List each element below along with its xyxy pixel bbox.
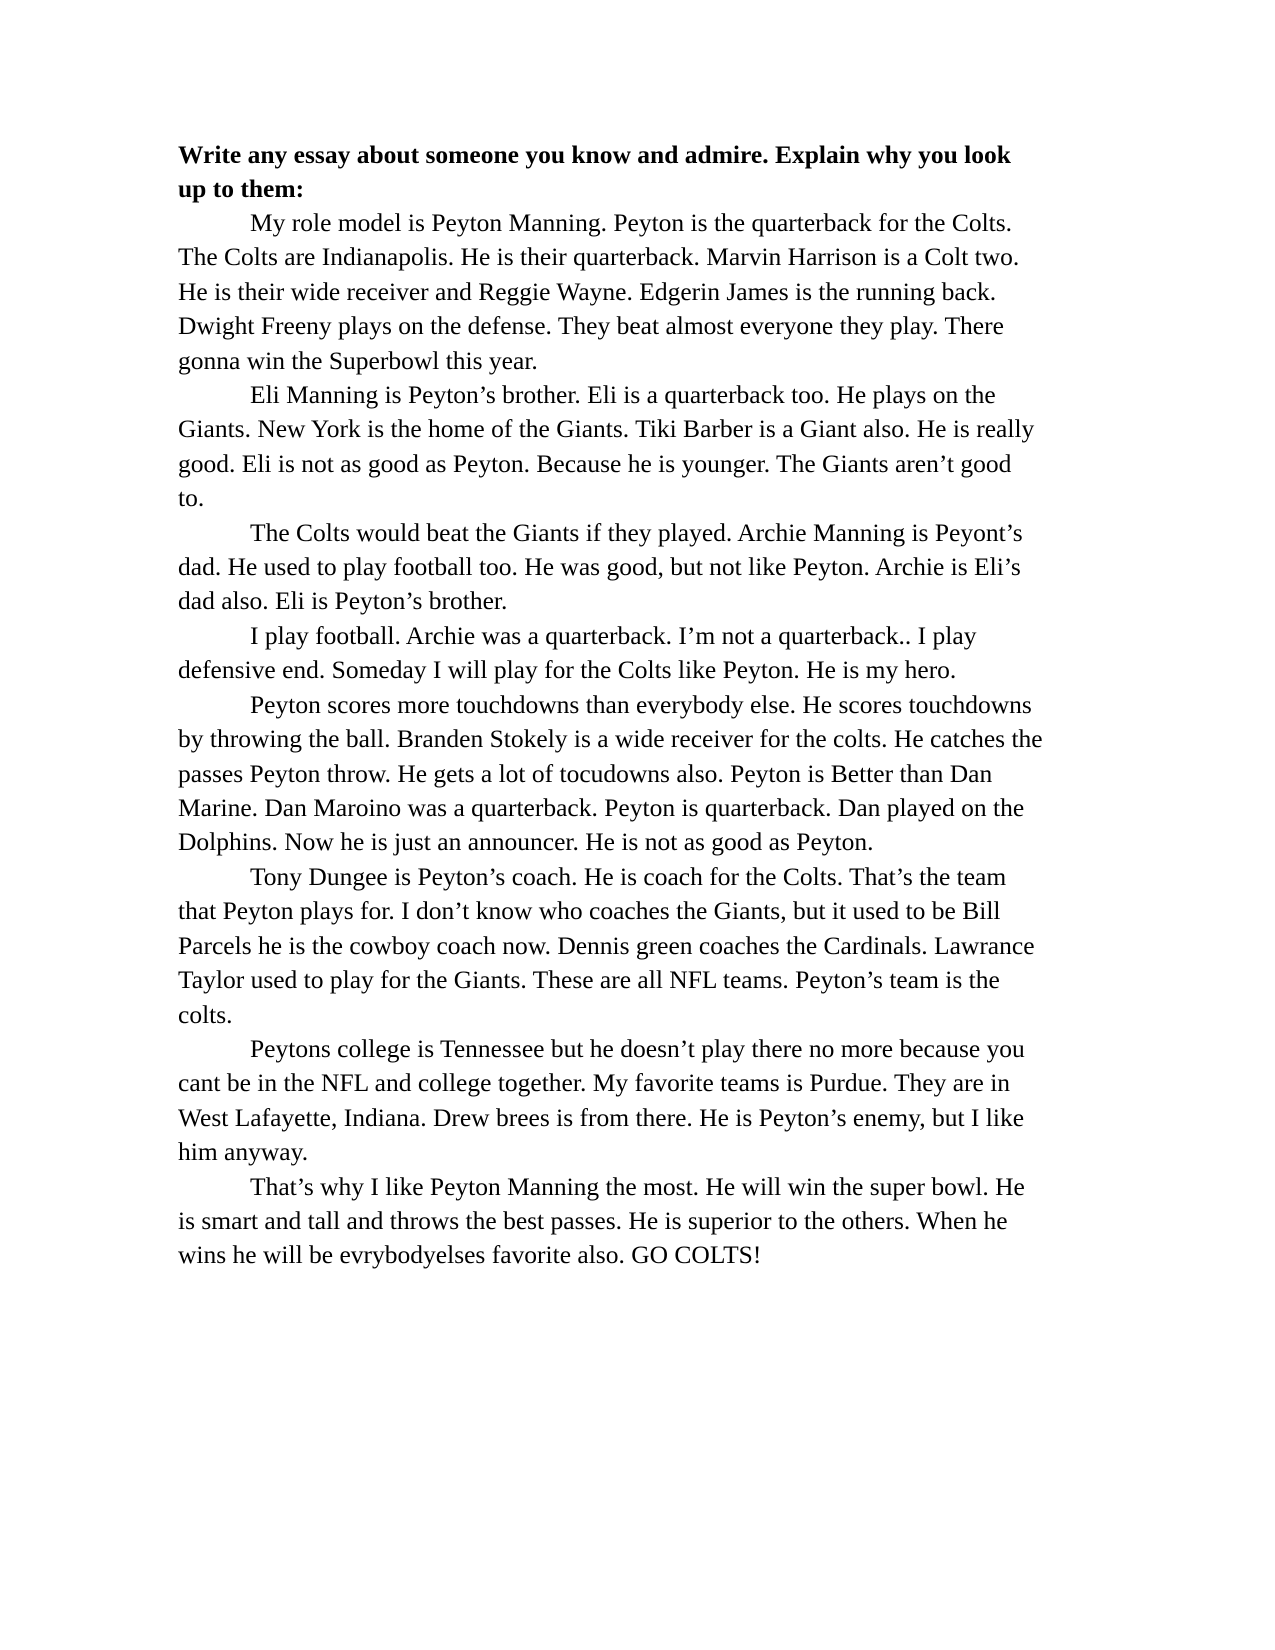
paragraph: Peytons college is Tennessee but he doesn’t play there no more because you cant be in the NFL and college together. My favorite teams is Purdue. They are in West Lafayette, Indiana. Drew brees is from there. He is Peyton’s enemy, but I like him anyway. [178,1033,1025,1167]
essay-prompt: Write any essay about someone you know and admire. Explain why you look up to them: [178,140,1011,203]
paragraph: The Colts would beat the Giants if they played. Archie Manning is Peyont’s dad. He used to play football too. He was good, but not like Peyton. Archie is Eli’s dad also. Eli is Peyton’s brother. [178,517,1023,616]
paragraph: Tony Dungee is Peyton’s coach. He is coach for the Colts. That’s the team that Peyton plays for. I don’t know who coaches the Giants, but it used to be Bill Parcels he is the cowboy coach now. Dennis green coaches the Cardinals. Lawrance Taylor used to play for the Giants. These are all NFL teams. Peyton’s team is the colts. [178,861,1035,1029]
paragraph: Peyton scores more touchdowns than everybody else. He scores touchdowns by throwing the ball. Branden Stokely is a wide receiver for the colts. He catches the passes Peyton throw. He gets a lot of tocudowns also. Peyton is Better than Dan Marine. Dan Maroino was a quarterback. Peyton is quarterback. Dan played on the Dolphins. Now he is just an announcer. He is not as good as Peyton. [178,689,1043,857]
paragraph: My role model is Peyton Manning. Peyton is the quarterback for the Colts. The Colts are Indianapolis. He is their quarterback. Marvin Harrison is a Colt two. He is their wide receiver and Reggie Wayne. Edgerin James is the running back. Dwight Freeny plays on the defense. They beat almost everyone they play. There gonna win the Superbowl this year. [178,207,1020,375]
document-content [178,138,1043,1273]
paragraph: That’s why I like Peyton Manning the most. He will win the super bowl. He is smart and tall and throws the best passes. He is superior to the others. When he wins he will be evrybodyelses favorite also. GO COLTS! [178,1171,1025,1270]
paragraph: I play football. Archie was a quarterback. I’m not a quarterback.. I play defensive end. Someday I will play for the Colts like Peyton. He is my hero. [178,620,977,685]
paragraph: Eli Manning is Peyton’s brother. Eli is a quarterback too. He plays on the Giants. New York is the home of the Giants. Tiki Barber is a Giant also. He is really good. Eli is not as good as Peyton. Because he is younger. The Giants aren’t good to. [178,379,1035,513]
essay-body [178,206,1043,1273]
